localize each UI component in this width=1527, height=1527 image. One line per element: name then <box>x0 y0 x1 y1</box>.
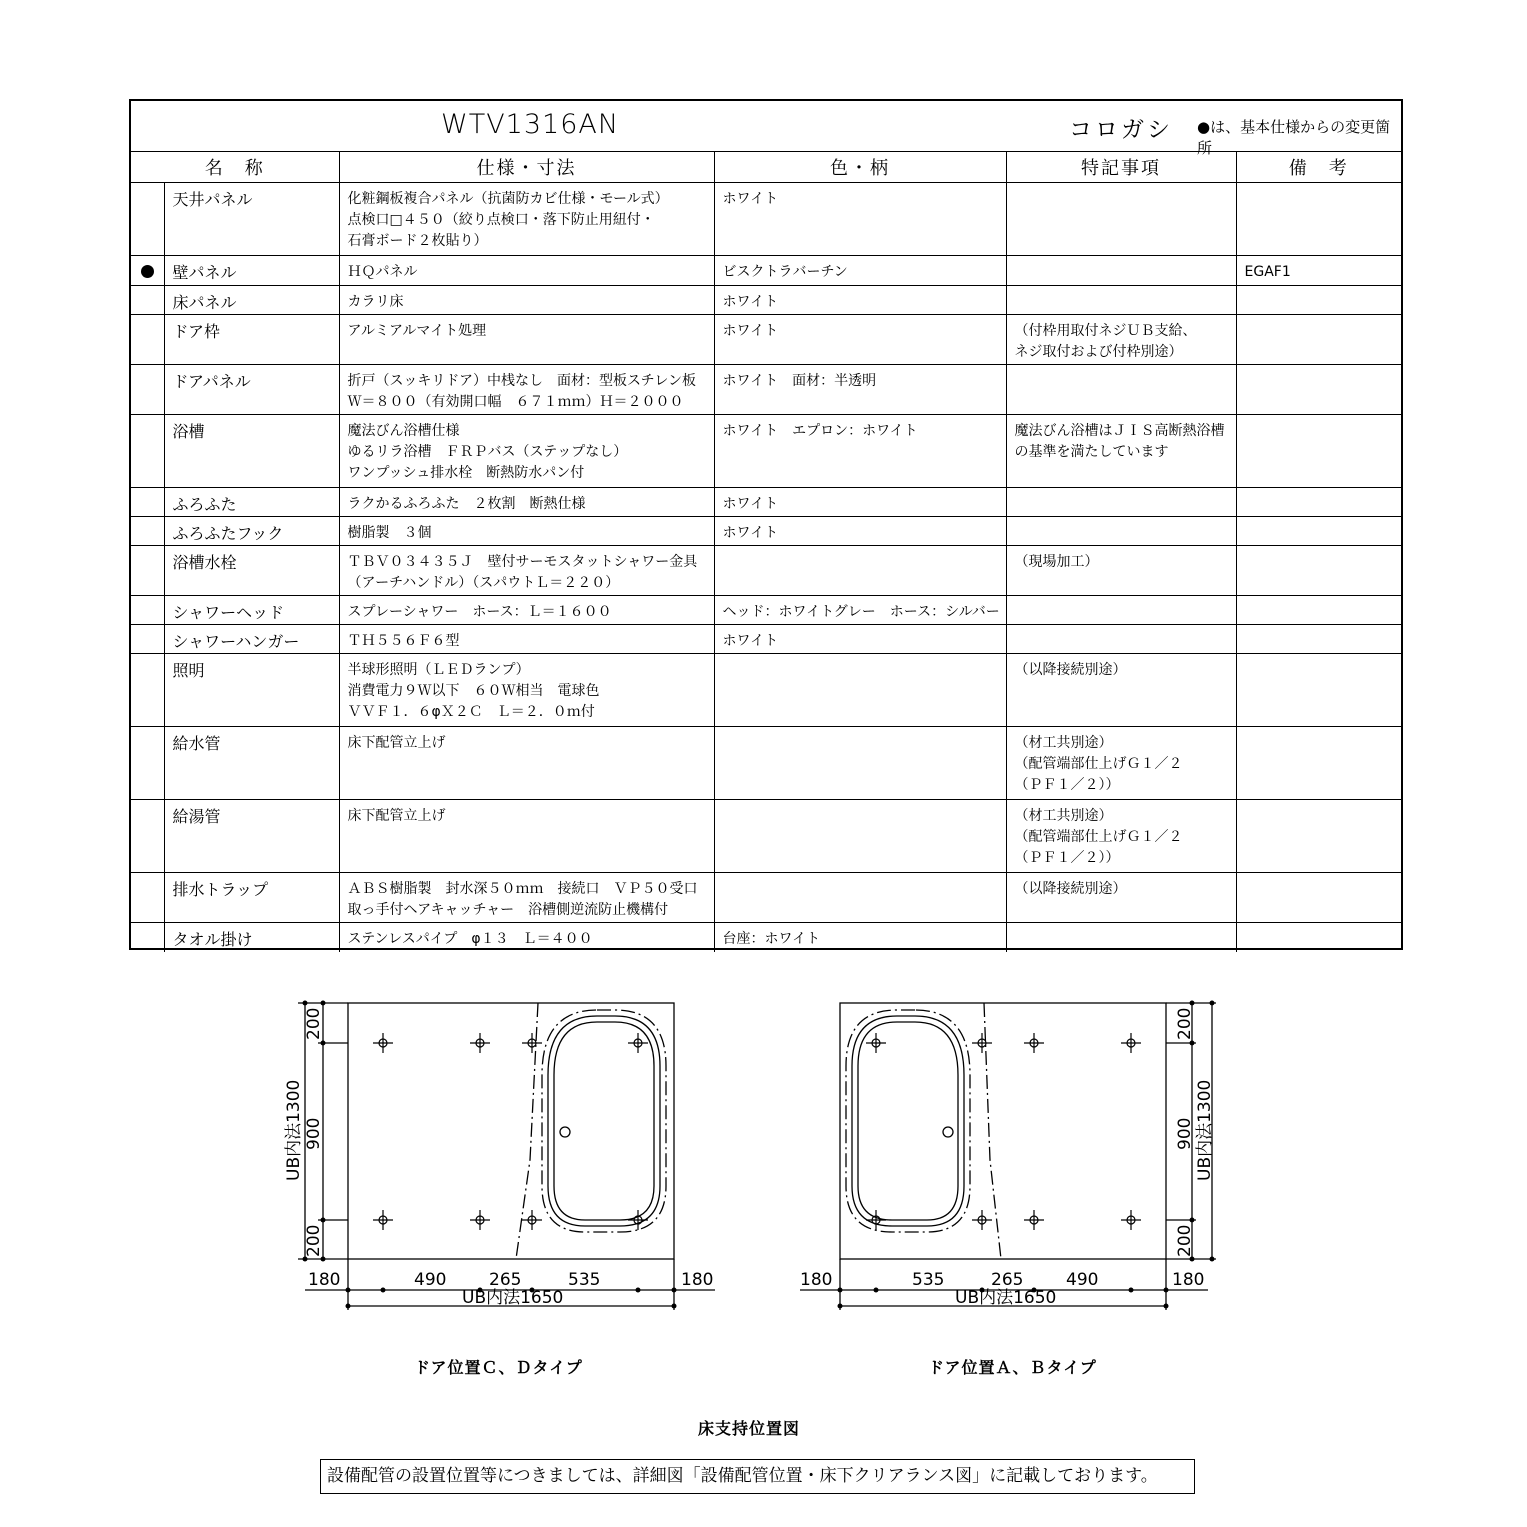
drawing-title: 床支持位置図 <box>698 1419 801 1438</box>
item-remarks <box>1236 365 1401 415</box>
dim-bottom-3: 265 <box>991 1270 1024 1290</box>
support-pin-icon <box>628 1033 648 1053</box>
item-remarks <box>1236 488 1401 517</box>
dim-side-3: 200 <box>1175 1224 1195 1257</box>
item-color: ホワイト <box>714 315 1006 365</box>
item-name: 給水管 <box>164 727 339 800</box>
item-color: ホワイト <box>714 183 1006 256</box>
change-mark <box>131 596 164 625</box>
item-color: ヘッド：ホワイトグレー ホース：シルバー <box>714 596 1006 625</box>
total-depth: UB内法1300 <box>284 1079 304 1181</box>
item-remarks <box>1236 727 1401 800</box>
table-row <box>131 517 1401 546</box>
support-pin-icon <box>1024 1033 1044 1053</box>
item-special: （材工共別途） （配管端部仕上げＧ１／２ （ＰＦ１／２）） <box>1006 800 1236 873</box>
change-mark <box>131 873 164 923</box>
item-remarks <box>1236 654 1401 727</box>
support-pin-icon <box>1121 1210 1141 1230</box>
item-color: ホワイト <box>714 517 1006 546</box>
dim-bottom-4: 490 <box>1066 1270 1099 1290</box>
change-mark <box>131 517 164 546</box>
support-pin-icon <box>470 1210 490 1230</box>
item-name: 排水トラップ <box>164 873 339 923</box>
item-name: シャワーハンガー <box>164 625 339 654</box>
dim-bottom-3: 265 <box>489 1270 522 1290</box>
dim-bottom-2: 535 <box>912 1270 945 1290</box>
item-spec: ステンレスパイプ φ１３ Ｌ＝４００ <box>339 923 714 952</box>
item-color: ビスクトラバーチン <box>714 256 1006 286</box>
col-header-spec: 仕様・寸法 <box>339 151 714 183</box>
change-mark <box>131 800 164 873</box>
item-remarks <box>1236 923 1401 952</box>
item-color: ホワイト 面材：半透明 <box>714 365 1006 415</box>
support-pin-icon <box>972 1210 992 1230</box>
table-row <box>131 183 1401 256</box>
item-spec: ＴＢＶ０３４３５Ｊ 壁付サーモスタットシャワー金具 （アーチハンドル）（スパウトＬ＝２２０） <box>339 546 714 596</box>
item-remarks <box>1236 415 1401 488</box>
support-pin-icon <box>470 1033 490 1053</box>
item-name: 天井パネル <box>164 183 339 256</box>
table-row <box>131 654 1401 727</box>
support-pin-icon <box>1121 1033 1141 1053</box>
support-pin-icon <box>1024 1210 1044 1230</box>
dim-side-3: 200 <box>304 1224 324 1257</box>
table-row <box>131 596 1401 625</box>
item-remarks: EGAF1 <box>1236 256 1401 286</box>
item-name: ふろふたフック <box>164 517 339 546</box>
item-special: （以降接続別途） <box>1006 873 1236 923</box>
total-depth: UB内法1300 <box>1195 1079 1215 1181</box>
support-pin-icon <box>373 1033 393 1053</box>
change-mark <box>131 488 164 517</box>
item-spec: 樹脂製 ３個 <box>339 517 714 546</box>
item-special <box>1006 488 1236 517</box>
dim-bottom-1: 180 <box>308 1270 341 1290</box>
item-special: 魔法びん浴槽はＪＩＳ高断熱浴槽 の基準を満たしています <box>1006 415 1236 488</box>
spec-table <box>131 151 1401 952</box>
item-remarks <box>1236 873 1401 923</box>
change-mark <box>131 256 164 286</box>
item-color <box>714 800 1006 873</box>
dim-bottom-5: 180 <box>1172 1270 1205 1290</box>
table-row <box>131 625 1401 654</box>
item-color <box>714 546 1006 596</box>
item-name: 給湯管 <box>164 800 339 873</box>
item-color: ホワイト <box>714 286 1006 315</box>
item-special: （材工共別途） （配管端部仕上げＧ１／２ （ＰＦ１／２）） <box>1006 727 1236 800</box>
dim-bottom-2: 490 <box>414 1270 447 1290</box>
change-mark <box>131 415 164 488</box>
support-pin-icon <box>972 1033 992 1053</box>
item-name: シャワーヘッド <box>164 596 339 625</box>
item-color: ホワイト エプロン：ホワイト <box>714 415 1006 488</box>
item-spec: カラリ床 <box>339 286 714 315</box>
change-mark <box>131 183 164 256</box>
footnote: 設備配管の設置位置等につきましては、詳細図「設備配管位置・床下クリアランス図」に記載しております。 <box>320 1459 1195 1494</box>
table-row <box>131 546 1401 596</box>
table-row <box>131 315 1401 365</box>
item-spec: 化粧鋼板複合パネル（抗菌防カビ仕様・モール式） 点検口□４５０（絞り点検口・落下防止用紐付・ 石膏ボード２枚貼り） <box>339 183 714 256</box>
table-row <box>131 415 1401 488</box>
item-name: ドアパネル <box>164 365 339 415</box>
floor-support-drawing-ab <box>790 990 1230 1320</box>
dim-side-2: 900 <box>1175 1117 1195 1150</box>
item-special <box>1006 256 1236 286</box>
item-remarks <box>1236 546 1401 596</box>
col-header-remarks: 備 考 <box>1236 151 1401 183</box>
model-number: WTV1316AN <box>441 109 620 140</box>
item-name: 浴槽水栓 <box>164 546 339 596</box>
support-pin-icon <box>522 1210 542 1230</box>
item-spec: 床下配管立上げ <box>339 800 714 873</box>
item-remarks <box>1236 315 1401 365</box>
item-remarks <box>1236 183 1401 256</box>
col-header-color: 色・柄 <box>714 151 1006 183</box>
table-row <box>131 727 1401 800</box>
item-special: （現場加工） <box>1006 546 1236 596</box>
item-spec: ＨＱパネル <box>339 256 714 286</box>
item-color <box>714 654 1006 727</box>
caption-left: ドア位置Ｃ、Ｄタイプ <box>414 1358 583 1377</box>
item-name: ふろふた <box>164 488 339 517</box>
item-remarks <box>1236 517 1401 546</box>
item-name: 壁パネル <box>164 256 339 286</box>
item-remarks <box>1236 800 1401 873</box>
change-mark <box>131 625 164 654</box>
dim-side-2: 900 <box>304 1117 324 1150</box>
item-special <box>1006 625 1236 654</box>
item-color: ホワイト <box>714 488 1006 517</box>
item-special <box>1006 923 1236 952</box>
item-spec: スプレーシャワー ホース：Ｌ＝１６００ <box>339 596 714 625</box>
item-special: （付枠用取付ネジＵＢ支給、 ネジ取付および付枠別途） <box>1006 315 1236 365</box>
dim-side-1: 200 <box>304 1007 324 1040</box>
item-color <box>714 727 1006 800</box>
floor-outline <box>348 1003 674 1259</box>
table-row <box>131 365 1401 415</box>
change-dot-icon <box>141 265 154 278</box>
item-remarks <box>1236 286 1401 315</box>
total-width: UB内法1650 <box>955 1288 1057 1308</box>
header-row <box>131 151 1401 183</box>
change-mark <box>131 727 164 800</box>
item-color: ホワイト <box>714 625 1006 654</box>
col-header-special: 特記事項 <box>1006 151 1236 183</box>
item-name: ドア枠 <box>164 315 339 365</box>
col-header-name: 名 称 <box>131 151 339 183</box>
change-note: ●は、基本仕様からの変更箇所 <box>1197 118 1391 157</box>
item-name: 床パネル <box>164 286 339 315</box>
dim-bottom-4: 535 <box>568 1270 601 1290</box>
total-width: UB内法1650 <box>462 1288 564 1308</box>
change-mark <box>131 315 164 365</box>
series-name: コロガシ <box>1069 117 1173 143</box>
caption-right: ドア位置Ａ、Ｂタイプ <box>928 1358 1097 1377</box>
item-special <box>1006 286 1236 315</box>
item-spec: 魔法びん浴槽仕様 ゆるリラ浴槽 ＦＲＰバス（ステップなし） ワンプッシュ排水栓 断熱防水パン付 <box>339 415 714 488</box>
item-spec: 床下配管立上げ <box>339 727 714 800</box>
change-mark <box>131 654 164 727</box>
item-special: （以降接続別途） <box>1006 654 1236 727</box>
support-pin-icon <box>866 1033 886 1053</box>
table-row <box>131 800 1401 873</box>
table-row <box>131 488 1401 517</box>
item-special <box>1006 365 1236 415</box>
item-name: 浴槽 <box>164 415 339 488</box>
change-mark <box>131 286 164 315</box>
change-mark <box>131 546 164 596</box>
dim-side-1: 200 <box>1175 1007 1195 1040</box>
item-spec: 半球形照明（ＬＥＤランプ） 消費電力９Ｗ以下 ６０Ｗ相当 電球色 ＶＶＦ１．６φＸ２Ｃ Ｌ＝２．０ｍ付 <box>339 654 714 727</box>
item-color: 台座：ホワイト <box>714 923 1006 952</box>
item-remarks <box>1236 625 1401 654</box>
table-row <box>131 873 1401 923</box>
support-pin-icon <box>522 1033 542 1053</box>
item-spec: ラクかるふろふた ２枚割 断熱仕様 <box>339 488 714 517</box>
item-spec: ＴＨ５５６Ｆ６型 <box>339 625 714 654</box>
item-name: 照明 <box>164 654 339 727</box>
item-name: タオル掛け <box>164 923 339 952</box>
item-special <box>1006 183 1236 256</box>
item-spec: 折戸（スッキリドア）中桟なし 面材：型板スチレン板 Ｗ＝８００（有効開口幅 ６７１ｍｍ）Ｈ＝２０００ <box>339 365 714 415</box>
change-mark <box>131 365 164 415</box>
item-special <box>1006 517 1236 546</box>
item-special <box>1006 596 1236 625</box>
floor-support-drawing-cd <box>270 990 740 1320</box>
spec-sheet <box>129 99 1403 950</box>
change-mark <box>131 923 164 952</box>
dim-bottom-5: 180 <box>681 1270 714 1290</box>
title-bar <box>131 101 1401 157</box>
floor-outline <box>840 1003 1166 1259</box>
item-color <box>714 873 1006 923</box>
item-remarks <box>1236 596 1401 625</box>
item-spec: ＡＢＳ樹脂製 封水深５０ｍｍ 接続口 ＶＰ５０受口 取っ手付ヘアキャッチャー 浴槽側逆流防止機構付 <box>339 873 714 923</box>
table-row <box>131 923 1401 952</box>
support-pin-icon <box>373 1210 393 1230</box>
table-row <box>131 256 1401 286</box>
item-spec: アルミアルマイト処理 <box>339 315 714 365</box>
dim-bottom-1: 180 <box>800 1270 833 1290</box>
table-row <box>131 286 1401 315</box>
